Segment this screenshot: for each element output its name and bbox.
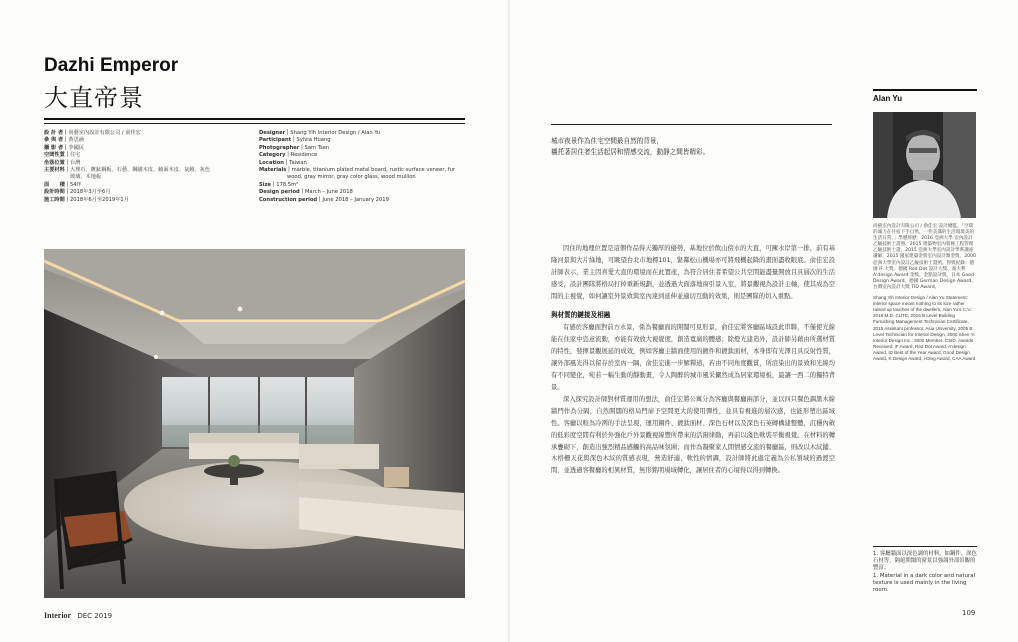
title-rule (44, 118, 465, 120)
credit-row: Designer｜Shang Yih Interior Design / Alan Yu (259, 130, 381, 136)
designer-portrait (873, 112, 976, 218)
credit-row: 坐落位置｜台灣 (44, 159, 81, 166)
portrait-illustration (873, 112, 976, 218)
article-title-zh: 大直帝景 (44, 84, 144, 112)
intro-rule (551, 124, 832, 125)
intro-text (551, 136, 821, 158)
credit-row: 參 與 者｜黃思涵 (44, 137, 84, 144)
issue-date: DEC 2019 (77, 612, 113, 620)
living-room-photo (44, 249, 465, 598)
body-paragraph: 深入探究設計師對材質運用的想法，俞佳宏將公寓分為客廳與餐廳兩部分，並以四只餐色調黑木線牆門作為分隔，自然開闊的格局門扉予空間更大的使用彈性，並具有視進的層次感，也能形塑出區域性。客廳以較為冷冽的手法呈現，運用鋼件、鍍鈦面材、深色石材以及深色石英磚構建整體，沉穩內斂的低彩度空間有利於外強化戶外景觀視線豐所帶來的活潑律動，再前以淺色軟裝平衡視覺。在材料的轉承疊砌下，創造出強烈精品感觸的高品味氛圍；而作為凝聚家人間情感交流的餐廳區，則改以木紋鋪、木格柵天花與深色木紋的質感表現，營造舒適、軟性的情調，設計師將此處定義為公私領域的過渡空間，並透過客餐廳的相異材質，無形銘明場域轉化，讓居住者的心境得以得到轉換。 (551, 395, 835, 475)
credit-row: 面 積｜54坪 (44, 181, 82, 188)
intro-line: 城市夜景作為住宅空間最自然的背景， (551, 137, 664, 145)
credits-zh (44, 130, 244, 204)
caption-en: 1. Material in a dark color and natural texture is used mainly in the living room. (873, 572, 976, 594)
body-paragraph: 因住的地理位置是這個作品得天獨厚的優勢，基地位於飲山傍水的大直，可擁水岸第一排，前有基隆河景與大片綠地，可眺望台北市地標101，緊鄰松山機場亦可將飛機起降的畫面盡收眼底。俞佳宏設計師表示，業主因喜愛大直的環境而在此置產，為符合居住者希望公共空間能盡量開放且具層次的生活感受，設計團隊將格局打掉重新規劃，並透過大面落地窗引景入室，將景觀視為設計主軸，使其成為空間的主視覺，如何讓室外景致與室內達到延伸並適切互動的效果，則是團隊的切入重點。 (551, 245, 835, 300)
credit-row: Construction period｜June 2018 – January 2019 (259, 196, 389, 203)
designer-bio (873, 224, 977, 362)
designer-name: Alan Yu (873, 94, 903, 103)
title-rule-thin (44, 123, 465, 124)
photo-caption (873, 551, 977, 594)
section-heading: 與材質的鏈接及相融 (551, 310, 611, 319)
credit-row: Photographer｜Sam Tsen (259, 144, 330, 151)
bio-zh: 尚藝室內設計有限公司 / 俞佳宏 設計總監。「空間的魂力在住宿下手自然，一件美滿的生活環境美的生活日常。」學歷經歷：2016 亞洲大學 室內設計乙級技術士證照、2015 建築物室內裝修工程管理乙級技術士證、2015 亞洲大學室內設計學系講座講師、2015 國家建築金獎室內設計類金獎、2000 亞洲大學室內設計乙級技術士證照。得獎紀錄：德國 iF 大獎、德國 Red Dot 設計大獎、義大利 A'design Award 金獎、金點設計獎、日本 Good Design Award、德國 German Design Award、台灣室內設計大獎 TID Award。 (873, 224, 976, 290)
caption-rule (873, 546, 977, 547)
caption-zh: 1. 客廳牆面以深色調的材料，如鋼件、深色石材等，隔絕開闊的窗景以強調外部景觀的豐富。 (873, 551, 977, 572)
magazine-name: Interior (44, 611, 72, 620)
credit-row: 施工時間｜2018年6月至2019年1月 (44, 196, 129, 203)
sidebar-rule (873, 89, 977, 91)
page-number: 109 (962, 609, 976, 617)
credit-row: 主要材料｜大理石、鍍鈦鋼板、石藝、鋼刷木皮、鏡面木皮、灰鏡、灰色 (44, 167, 211, 174)
credit-row: 玻璃、木地板 (44, 174, 102, 181)
body-paragraph: 有感於客廳面對前方水景，係為餐廳面的開闊可見形景，俞佳宏將客廳區域設此串聯，不僅使光線能在住家中恣意流動，亦能有效放大視覺度，創造寬廣的體感；除燈光建造外，設計師另藉由所選材質的特性，發揮景觀展延的成效，例如客廳主牆面使用的鍍件和鍍鈦面材，本身即有光澤且具反射性質，讓外部風光得以留存於室內一隅，俞佳宏進一步解釋道，若由不同角度觀賞，所渲染出的景致和光線均有不同變化，宛若一幅生動的靜動畫，令人陶醉的城市風采儼然成為居家環境板，最讓一西二的獨特背景。 (551, 324, 835, 391)
article-title-en: Dazhi Emperor (44, 55, 179, 76)
credit-row: Materials｜marble, titanium plated metal board, rustic surface veneer, fur (259, 167, 455, 174)
bio-en: Shang Yih Interior Design / Alan Yu Statement: interior space meant nothing to its size rather raised up touches of the dwellers. Alan Yu's C.V.: 2016 M.D. CUTE, 2016 B Level Building Furnishing Management Technician Certificate, 2015 Assistant professor, Asia University, 2005 B Level Technician for Interior Design, 2000 Shen Yi Interior Design Inc., 2000 Member, CSID. Awards Received: iF Award, Red Dot Award, A'design Award, iD Best of the Year Award, Good Design Award, K Design Award, i-Ding Award, CAA Award (873, 295, 976, 361)
credit-row: 設 計 者｜尚藝室內設計有限公司 / 俞佳宏 (44, 130, 141, 136)
credit-row: Category｜Residence (259, 152, 318, 159)
credit-row: 設計時間｜2018年3月至6月 (44, 189, 111, 196)
credit-row: 攝 影 者｜李國民 (44, 144, 84, 151)
intro-line: 襯托著居住者生活起居和情感交流，動靜之間皆精彩。 (551, 148, 710, 156)
credit-row: Size｜178.5m² (259, 181, 299, 188)
article-body (551, 243, 835, 477)
footer-left (44, 611, 112, 620)
page-gutter (508, 0, 510, 642)
credit-row: Location｜Taiwan (259, 159, 307, 166)
living-room-illustration (44, 249, 465, 598)
credit-row: Design period｜March – June 2018 (259, 189, 353, 196)
credit-row: Participant｜Sylvia Huang (259, 137, 331, 144)
credit-row: 空間性質｜住宅 (44, 152, 81, 159)
credit-row: wood, gray mirror, gray color glass, wood mullion (287, 174, 416, 181)
credits-en (259, 130, 465, 204)
